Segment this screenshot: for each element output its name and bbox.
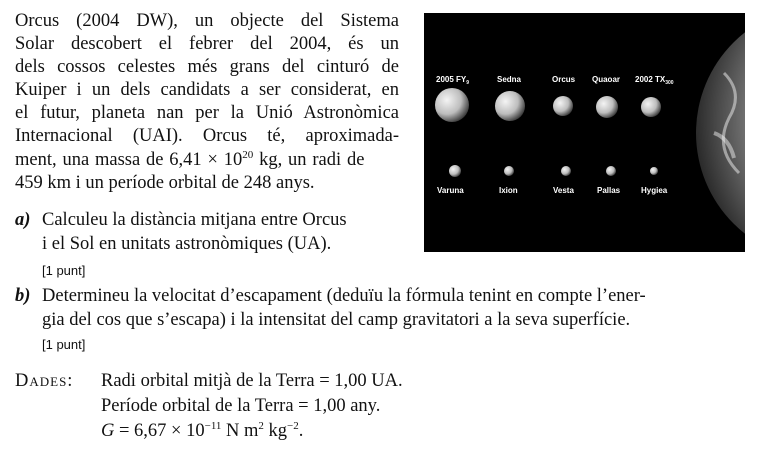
mass-text-end: kg, un radi de: [253, 149, 365, 170]
question-text: i el Sol en unitats astronòmiques (UA).: [42, 234, 332, 254]
body-varuna: [449, 165, 461, 177]
intro-line: dels cossos celestes més grans del cinturó de: [15, 57, 399, 78]
kuiper-objects-image: [424, 13, 745, 252]
body-quaoar: [596, 96, 618, 118]
question-text: gia del cos que s’escapa) i la intensitat del camp gravitatori a la seva superfície.: [42, 310, 631, 330]
body-vesta: [561, 166, 571, 176]
g-value: = 6,67 × 10: [114, 421, 205, 441]
mass-text: ment, una massa de 6,41 × 10: [15, 149, 243, 170]
question-text: Calculeu la distància mitjana entre Orcus: [42, 210, 347, 230]
data-line-constant: [101, 421, 303, 442]
body-pallas: [606, 166, 616, 176]
label-sedna: Sedna: [497, 75, 522, 84]
body-ixion: [504, 166, 514, 176]
label-ixion: Ixion: [499, 186, 518, 195]
question-letter: a): [15, 210, 31, 230]
intro-paragraph: [15, 10, 399, 195]
points-label: [1 punt]: [42, 337, 86, 352]
intro-line-mass: [15, 149, 399, 172]
label-quaoar: Quaoar: [592, 75, 621, 84]
data-line: Període orbital de la Terra = 1,00 any.: [101, 396, 381, 416]
label-hygiea: Hygiea: [641, 186, 668, 195]
label-pallas: Pallas: [597, 186, 621, 195]
g-unit-exp: 2: [258, 420, 264, 432]
label-2002tx300: 2002 $TX_{300}$: [635, 75, 674, 86]
intro-line: Solar descobert el febrer del 2004, és un: [15, 34, 399, 55]
points-label: [1 punt]: [42, 263, 86, 278]
g-symbol: G: [101, 421, 115, 441]
g-unit: kg: [263, 421, 288, 441]
body-2002tx300: [641, 97, 661, 117]
g-period: .: [298, 421, 304, 441]
intro-line: 459 km i un període orbital de 248 anys.: [15, 172, 315, 193]
label-orcus: Orcus: [552, 75, 576, 84]
intro-line: Internacional (UAI). Orcus té, aproximada-: [15, 126, 399, 147]
data-heading: Dades:: [15, 371, 74, 391]
mass-exponent: 20: [242, 148, 254, 161]
question-text: Determineu la velocitat d’escapament (deduïu la fórmula tenint en compte l’ener-: [42, 286, 646, 306]
g-exponent: −11: [204, 420, 222, 432]
label-vesta: Vesta: [553, 186, 574, 195]
data-line: Radi orbital mitjà de la Terra = 1,00 UA.: [101, 371, 403, 391]
g-unit: N m: [221, 421, 259, 441]
intro-line: Orcus (2004 DW), un objecte del Sistema: [15, 11, 399, 31]
label-varuna: Varuna: [437, 186, 464, 195]
intro-line: Kuiper i un dels candidats a ser considerat, en: [15, 80, 399, 101]
g-unit-exp: −2: [287, 420, 299, 432]
question-letter: b): [15, 286, 31, 306]
body-hygiea: [650, 167, 658, 175]
body-2005fy9: [435, 88, 469, 122]
body-sedna: [495, 91, 525, 121]
label-2005fy9: 2005 $FY_9$: [436, 75, 470, 86]
intro-line: el futur, planeta nan per la Unió Astronòmica: [15, 103, 399, 124]
body-orcus: [553, 96, 573, 116]
